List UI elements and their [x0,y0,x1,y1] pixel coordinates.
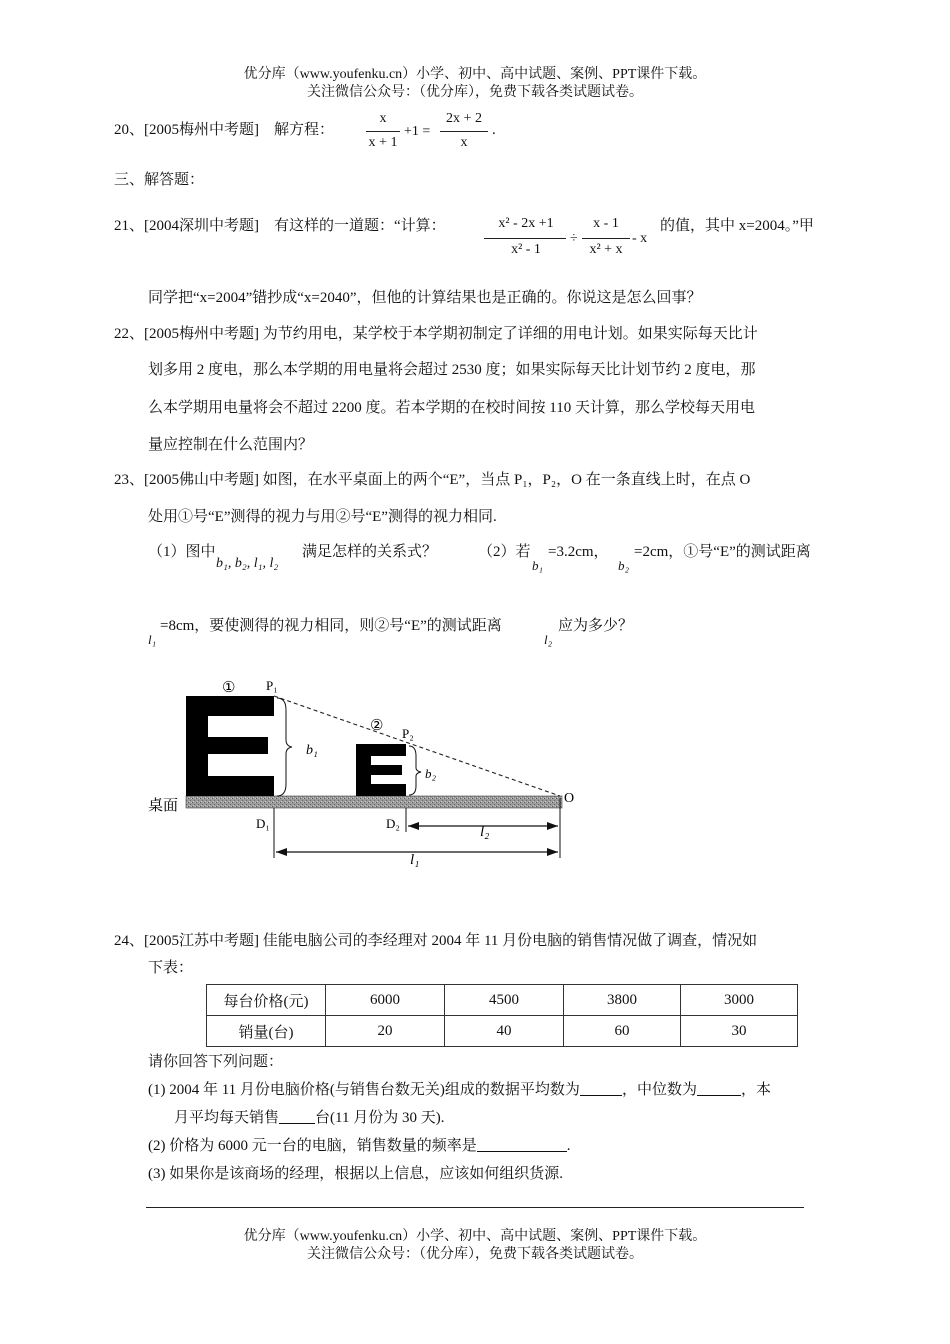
label-o: O [564,791,575,806]
header-line-1: 优分库（www.youfenku.cn）小学、初中、高中试题、案例、PPT课件下载。 [243,67,707,82]
q20-prefix: 20、[2005梅州中考题] 解方程： [114,122,334,138]
l2-arrowhead-left [408,822,419,830]
q21-minus-x: - x [632,231,648,246]
table-row [207,985,798,1016]
q20-end: . [492,122,496,138]
q21-div: ÷ [570,231,578,246]
q21-suffix: 的值，其中 x=2004。”甲 [660,218,814,234]
q23-part3-a: =8cm，要使测得的视力相同，则②号“E”的测试距离 [160,618,502,634]
blank-frequency [477,1137,567,1152]
brace-b2 [409,746,421,795]
q24-sub1-line1 [148,1080,771,1100]
blank-median [697,1081,741,1096]
q21-frac1-num: x² - 2x +1 [498,216,554,231]
q23-b1-symbol: b₁ [532,558,544,573]
q23-l1-symbol: l₁ [148,632,157,647]
blank-daily [279,1109,315,1124]
label-desk: 桌面 [148,798,179,814]
table-cell: 3800 [564,985,681,1016]
q23-b2-symbol: b₂ [618,558,630,573]
q24-sub1-c: ，本 [740,1082,771,1098]
q24-sub3: (3) 如果你是该商场的经理，根据以上信息，应该如何组织货源. [148,1166,563,1182]
q21-frac2-bar [582,238,630,239]
q23-line-2: 处用①号“E”测得的视力与用②号“E”测得的视力相同. [148,509,497,525]
q20-frac1-bar [366,131,400,132]
q23-l2-symbol: l₂ [544,632,553,647]
footer-line-1: 优分库（www.youfenku.cn）小学、初中、高中试题、案例、PPT课件下载。 [243,1229,707,1244]
q23-part2-b: =3.2cm， [548,544,609,560]
q22-line-1: 22、[2005梅州中考题] 为节约用电，某学校于本学期初制定了详细的用电计划。如果实际每天比计 [114,326,758,342]
sales-table [206,984,798,1047]
label-b2: b₂ [425,766,437,781]
q21-frac2-num: x - 1 [593,216,619,231]
l2-arrowhead-right [547,822,558,830]
label-circle-2: ② [370,718,384,734]
q20-frac2-bar [440,131,488,132]
q24-sub2-a: (2) 价格为 6000 元一台的电脑，销售数量的频率是 [148,1138,477,1154]
q21-line2: 同学把“x=2004”错抄成“x=2040”，但他的计算结果也是正确的。你说这是怎么回事？ [148,290,702,306]
q23-part1-a: （1）图中 [148,544,216,560]
e-chart-figure [140,670,600,870]
table-header-price: 每台价格(元) [207,985,326,1016]
q20-mid: +1 = [404,124,431,139]
q20-frac2-den: x [460,135,468,150]
q24-sub2-b: . [566,1138,571,1154]
footer-line-2: 关注微信公众号：（优分库），免费下载各类试题试卷。 [307,1247,643,1262]
l1-arrowhead-left [276,848,287,856]
label-d1: D₁ [256,816,270,831]
q24-sub1-b: ，中位数为 [621,1082,697,1098]
desk-surface [186,796,562,808]
brace-b1 [277,698,292,796]
label-p2: P₂ [402,726,414,741]
q20-frac2-num: 2x + 2 [446,111,482,126]
blank-mean [580,1081,622,1096]
q24-sub1-line2 [174,1108,444,1128]
q24-sub1-a: (1) 2004 年 11 月份电脑价格(与销售台数无关)组成的数据平均数为 [148,1082,580,1098]
q24-line-2: 下表： [148,960,194,976]
small-e-shape [356,744,406,796]
label-l2: l₂ [480,824,490,840]
q21-frac1-bar [484,238,566,239]
q22-line-2: 划多用 2 度电，那么本学期的用电量将会超过 2530 度；如果实际每天比计划节约 2 度电，那 [148,362,756,378]
header-line-2: 关注微信公众号：（优分库），免费下载各类试题试卷。 [307,85,643,100]
label-l1: l₁ [410,852,420,868]
table-cell: 60 [564,1016,681,1047]
q24-sub2 [148,1136,571,1156]
label-p1: P₁ [266,678,278,693]
q24-sub1-d: 月平均每天销售 [174,1110,280,1126]
q23-part1-vars: b₁, b₂, l₁, l₂ [216,556,279,571]
q23-part2-c: =2cm，①号“E”的测试距离 [634,544,811,560]
q21-frac2-den: x² + x [589,242,623,257]
q21-frac1-den: x² - 1 [511,242,541,257]
table-cell: 20 [326,1016,445,1047]
q24-ask: 请你回答下列问题： [148,1054,284,1070]
section-3-title: 三、解答题： [114,172,205,188]
label-b1: b₁ [306,743,318,758]
q24-sub1-e: 台(11 月份为 30 天). [315,1110,445,1126]
q20-frac1-num: x [379,111,387,126]
label-circle-1: ① [222,680,236,696]
q24-line-1: 24、[2005江苏中考题] 佳能电脑公司的李经理对 2004 年 11 月份电脑的销售情况做了调查，情况如 [114,933,758,949]
table-row [207,1016,798,1047]
q23-part3-b: 应为多少？ [558,618,634,634]
footer-divider [146,1207,804,1208]
q23-line-1: 23、[2005佛山中考题] 如图，在水平桌面上的两个“E”，当点 P₁，P₂，O 在一条直线上时，在点 O [114,472,751,488]
table-header-sales: 销量(台) [207,1016,326,1047]
big-e-shape [186,696,274,796]
l1-arrowhead-right [547,848,558,856]
q20-frac1-den: x + 1 [368,135,398,150]
q22-line-4: 量应控制在什么范围内？ [148,437,314,453]
q23-part1-b: 满足怎样的关系式？ [302,544,438,560]
label-d2: D₂ [386,816,400,831]
table-cell: 30 [681,1016,798,1047]
q22-line-3: 么本学期用电量将会不超过 2200 度。若本学期的在校时间按 110 天计算，那么学校每天用电 [148,400,755,416]
table-cell: 4500 [445,985,564,1016]
table-cell: 6000 [326,985,445,1016]
table-cell: 3000 [681,985,798,1016]
q23-part2-a: （2）若 [478,544,531,560]
q21-prefix: 21、[2004深圳中考题] 有这样的一道题：“计算： [114,218,446,234]
table-cell: 40 [445,1016,564,1047]
